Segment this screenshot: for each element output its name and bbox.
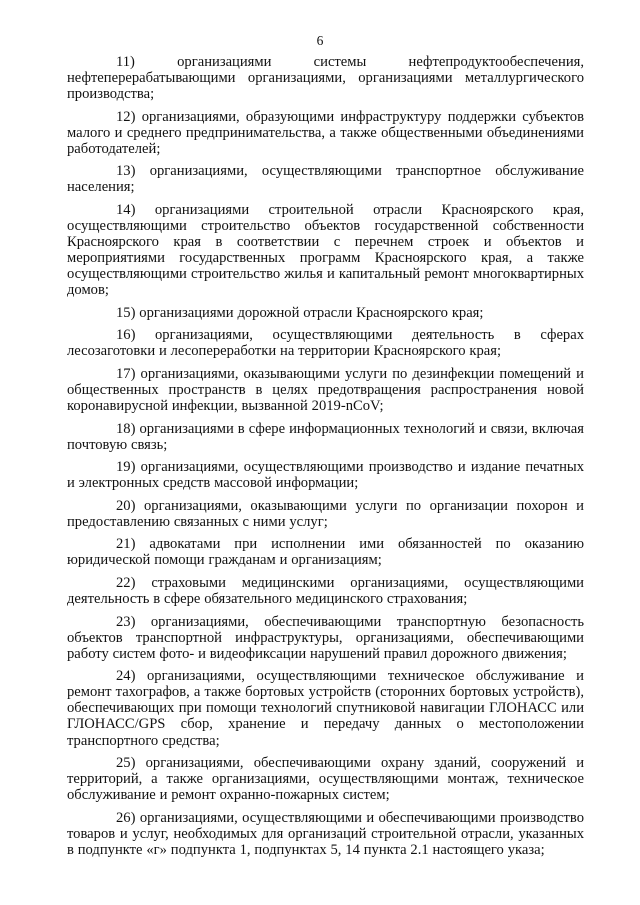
- list-item: 23) организациями, обеспечивающими транспортную безопасность объектов транспортной инфраструктуры, организациями, обеспечивающими работу систем фото- и видеофиксации нарушений правил дорожного движения;: [67, 613, 584, 662]
- list-item: 17) организациями, оказывающими услуги по дезинфекции помещений и общественных пространств в целях предотвращения распространения новой коронавирусной инфекции, вызванной 2019-nCoV;: [67, 365, 584, 415]
- list-item: 18) организациями в сфере информационных технологий и связи, включая почтовую связь;: [67, 420, 584, 453]
- list-item: 15) организациями дорожной отрасли Красноярского края;: [116, 304, 484, 321]
- list-item: 11) организациями системы нефтепродуктообеспечения, нефтеперерабатывающими организациями, организациями металлургического производства;: [67, 54, 584, 103]
- list-item: 24) организациями, осуществляющими техническое обслуживание и ремонт тахографов, а также бортовых устройств (сторонних бортовых устройств), обеспечивающих при помощи технологий спутниковой навигации ГЛОНАСС или ГЛОНАСС/GPS сбор, хранение и передачу данных о местоположении транспортного средства;: [67, 668, 584, 749]
- list-item: 22) страховыми медицинскими организациями, осуществляющими деятельность в сфере обязательного медицинского страхования;: [67, 574, 584, 608]
- list-item: 26) организациями, осуществляющими и обеспечивающими производство товаров и услуг, необходимых для организаций строительной отрасли, указанных в подпункте «г» подпункта 1, подпунктах 5, 14 пункта 2.1 настоящего указа;: [67, 809, 584, 858]
- page-number: 6: [316, 33, 324, 48]
- list-item: 25) организациями, обеспечивающими охрану зданий, сооружений и территорий, а также организациями, осуществляющими монтаж, техническое обслуживание и ремонт охранно-пожарных систем;: [67, 755, 584, 804]
- list-item: 14) организациями строительной отрасли Красноярского края, осуществляющими строительство объектов государственной собственности Красноярского края в соответствии с перечнем строек и объектов и мероприятиями государственных программ Красноярского края, а также осуществляющими строительство жилья и капитальный ремонт многоквартирных домов;: [67, 201, 584, 299]
- list-item: 12) организациями, образующими инфраструктуру поддержки субъектов малого и среднего предпринимательства, а также общественными объединениями работодателей;: [67, 108, 584, 157]
- document-body: [67, 54, 584, 858]
- list-item: 13) организациями, осуществляющими транспортное обслуживание населения;: [67, 163, 584, 196]
- list-item: 16) организациями, осуществляющими деятельность в сферах лесозаготовки и лесопереработки на территории Красноярского края;: [67, 327, 584, 360]
- list-item: 19) организациями, осуществляющими производство и издание печатных и электронных средств массовой информации;: [67, 459, 584, 492]
- list-item: 20) организациями, оказывающими услуги по организации похорон и предоставлению связанных с ними услуг;: [67, 497, 584, 530]
- list-item: 21) адвокатами при исполнении ими обязанностей по оказанию юридической помощи гражданам и организациям;: [67, 536, 584, 569]
